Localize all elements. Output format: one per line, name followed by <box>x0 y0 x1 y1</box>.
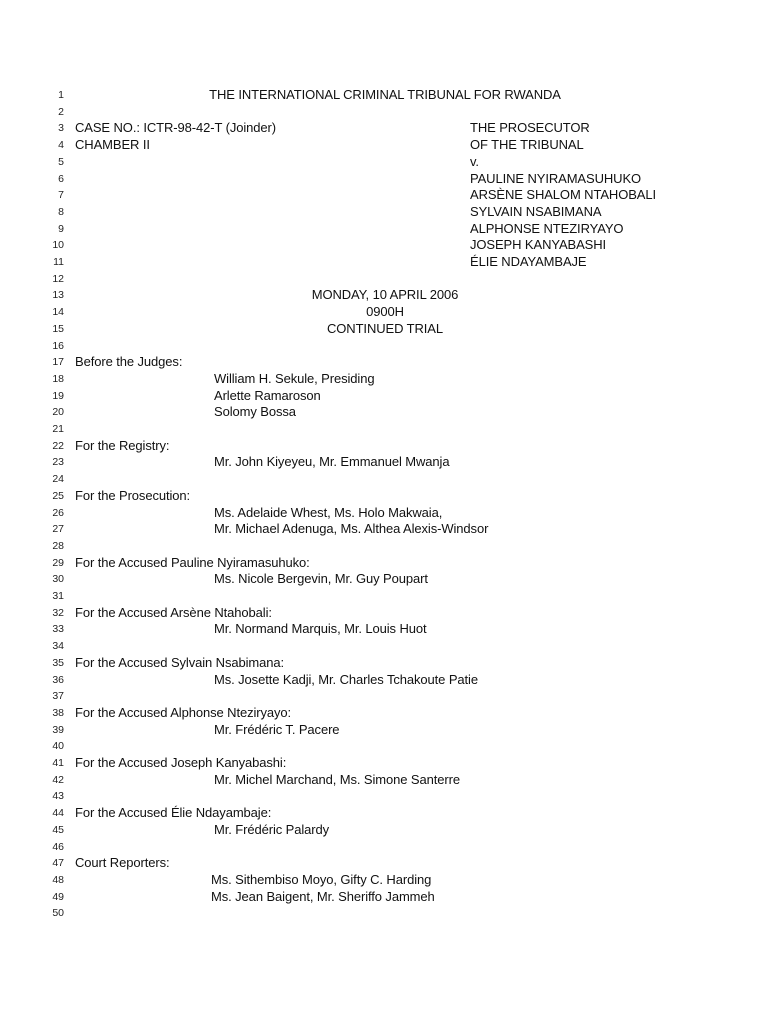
kanyabashi-defence-heading: For the Accused Joseph Kanyabashi: <box>75 755 287 770</box>
line-number: 12 <box>52 272 64 285</box>
reporters-heading: Court Reporters: <box>75 855 170 871</box>
accused-name: JOSEPH KANYABASHI <box>470 237 607 253</box>
transcript-line-1 <box>0 87 770 104</box>
nteziryayo-defence-heading: For the Accused Alphonse Nteziryayo: <box>75 704 292 720</box>
chamber-label: CHAMBER II <box>75 137 150 153</box>
line-number: 43 <box>52 790 64 803</box>
transcript-line-14 <box>0 304 770 321</box>
line-number: 5 <box>58 155 64 168</box>
line-number: 46 <box>52 840 64 853</box>
transcript-line-42 <box>0 772 770 789</box>
judges-heading: Before the Judges: <box>75 354 183 370</box>
judge-name: Arlette Ramaroson <box>214 387 321 403</box>
line-number: 3 <box>58 122 64 135</box>
accused-name: ÉLIE NDAYAMBAJE <box>470 254 587 269</box>
line-number: 27 <box>52 523 64 536</box>
line-number: 33 <box>52 623 64 636</box>
accused-name: ALPHONSE NTEZIRYAYO <box>470 220 624 236</box>
ndayambaje-defence-heading: For the Accused Élie Ndayambaje: <box>75 805 272 821</box>
transcript-line-4 <box>0 137 770 154</box>
line-number: 7 <box>58 189 64 202</box>
line-number: 41 <box>52 757 64 769</box>
judge-name: William H. Sekule, Presiding <box>214 370 375 386</box>
line-number: 16 <box>52 339 64 352</box>
line-number: 10 <box>52 239 64 252</box>
transcript-line-37 <box>0 688 770 705</box>
line-number: 30 <box>52 573 64 586</box>
defence-names: Mr. Frédéric Palardy <box>214 821 330 837</box>
line-number: 49 <box>52 890 64 903</box>
line-number: 45 <box>52 823 64 836</box>
transcript-line-5 <box>0 154 770 171</box>
line-number: 34 <box>52 640 64 653</box>
transcript-line-33 <box>0 621 770 638</box>
transcript-line-48 <box>0 872 770 889</box>
session-time: 0900H <box>366 304 404 320</box>
line-number: 9 <box>58 222 64 235</box>
transcript-line-8 <box>0 204 770 221</box>
tribunal-title: THE INTERNATIONAL CRIMINAL TRIBUNAL FOR RWANDA <box>209 87 561 102</box>
accused-name: PAULINE NYIRAMASUHUKO <box>470 170 642 186</box>
transcript-line-40 <box>0 738 770 755</box>
transcript-line-18 <box>0 371 770 388</box>
transcript-line-2 <box>0 104 770 121</box>
defence-names: Mr. Frédéric T. Pacere <box>214 721 340 737</box>
transcript-line-17 <box>0 354 770 371</box>
judge-name: Solomy Bossa <box>214 404 296 420</box>
transcript-line-11 <box>0 254 770 271</box>
transcript-line-34 <box>0 638 770 655</box>
prosecution-heading: For the Prosecution: <box>75 487 191 503</box>
case-number: CASE NO.: ICTR-98-42-T (Joinder) <box>75 120 276 136</box>
line-number: 11 <box>53 256 64 268</box>
line-number: 44 <box>52 807 64 820</box>
line-number: 20 <box>52 406 64 419</box>
defence-names: Mr. Normand Marquis, Mr. Louis Huot <box>214 621 427 637</box>
transcript-line-19 <box>0 388 770 405</box>
transcript-line-47 <box>0 855 770 872</box>
transcript-line-15 <box>0 321 770 338</box>
transcript-line-23 <box>0 454 770 471</box>
transcript-line-30 <box>0 571 770 588</box>
transcript-line-29 <box>0 555 770 572</box>
line-number: 38 <box>52 706 64 719</box>
line-number: 40 <box>52 740 64 753</box>
defence-names: Ms. Josette Kadji, Mr. Charles Tchakoute Patie <box>214 671 478 687</box>
session-date: MONDAY, 10 APRIL 2006 <box>311 287 459 303</box>
transcript-line-22 <box>0 438 770 455</box>
transcript-line-46 <box>0 839 770 856</box>
line-number: 36 <box>52 673 64 686</box>
line-number: 24 <box>52 473 64 486</box>
line-number: 37 <box>52 690 64 703</box>
registry-names: Mr. John Kiyeyeu, Mr. Emmanuel Mwanja <box>214 454 450 470</box>
line-number: 48 <box>52 873 64 886</box>
transcript-line-3 <box>0 120 770 137</box>
reporter-names: Ms. Sithembiso Moyo, Gifty C. Harding <box>211 871 432 887</box>
transcript-line-41 <box>0 755 770 772</box>
prosecutor-label: THE PROSECUTOR <box>470 120 590 136</box>
transcript-line-36 <box>0 672 770 689</box>
transcript-line-24 <box>0 471 770 488</box>
line-number: 8 <box>58 205 64 218</box>
line-number: 50 <box>52 907 64 920</box>
transcript-line-13 <box>0 287 770 304</box>
transcript-line-6 <box>0 171 770 188</box>
registry-heading: For the Registry: <box>75 437 170 453</box>
accused-name: ARSÈNE SHALOM NTAHOBALI <box>470 187 657 203</box>
transcript-line-38 <box>0 705 770 722</box>
line-number: 6 <box>58 172 64 185</box>
line-number: 14 <box>52 306 64 319</box>
transcript-line-26 <box>0 505 770 522</box>
line-number: 2 <box>58 105 64 118</box>
line-number: 29 <box>52 556 64 569</box>
line-number: 23 <box>52 456 64 469</box>
line-number: 18 <box>52 372 64 385</box>
transcript-line-28 <box>0 538 770 555</box>
line-number: 31 <box>52 590 64 602</box>
transcript-line-32 <box>0 605 770 622</box>
line-number: 28 <box>52 539 64 552</box>
reporter-names: Ms. Jean Baigent, Mr. Sheriffo Jammeh <box>211 888 435 904</box>
line-number: 4 <box>58 139 64 152</box>
defence-names: Mr. Michel Marchand, Ms. Simone Santerre <box>214 771 460 787</box>
nsabimana-defence-heading: For the Accused Sylvain Nsabimana: <box>75 654 285 670</box>
transcript-line-49 <box>0 889 770 906</box>
line-number: 22 <box>52 439 64 452</box>
transcript-line-25 <box>0 488 770 505</box>
accused-name: SYLVAIN NSABIMANA <box>470 203 602 219</box>
transcript-line-43 <box>0 788 770 805</box>
line-number: 26 <box>52 506 64 519</box>
transcript-line-35 <box>0 655 770 672</box>
prosecution-names: Ms. Adelaide Whest, Ms. Holo Makwaia, <box>214 504 443 520</box>
transcript-line-10 <box>0 237 770 254</box>
transcript-line-45 <box>0 822 770 839</box>
line-number: 47 <box>52 857 64 870</box>
line-number: 21 <box>52 423 64 435</box>
transcript-line-9 <box>0 221 770 238</box>
transcript-line-16 <box>0 338 770 355</box>
line-number: 32 <box>52 606 64 619</box>
transcript-line-7 <box>0 187 770 204</box>
line-number: 17 <box>52 356 64 369</box>
transcript-line-12 <box>0 271 770 288</box>
prosecution-names: Mr. Michael Adenuga, Ms. Althea Alexis-Windsor <box>214 521 489 537</box>
ntahobali-defence-heading: For the Accused Arsène Ntahobali: <box>75 604 272 620</box>
line-number: 19 <box>52 389 64 402</box>
transcript-line-20 <box>0 404 770 421</box>
line-number: 25 <box>52 489 64 502</box>
line-number: 39 <box>52 723 64 736</box>
transcript-line-44 <box>0 805 770 822</box>
line-number: 35 <box>52 656 64 669</box>
session-type: CONTINUED TRIAL <box>327 320 443 336</box>
transcript-line-27 <box>0 521 770 538</box>
transcript-line-50 <box>0 905 770 922</box>
of-tribunal-label: OF THE TRIBUNAL <box>470 137 584 153</box>
versus-label: v. <box>470 153 479 169</box>
line-number: 13 <box>52 289 64 302</box>
transcript-line-39 <box>0 722 770 739</box>
nyiramasuhuko-defence-heading: For the Accused Pauline Nyiramasuhuko: <box>75 554 310 570</box>
defence-names: Ms. Nicole Bergevin, Mr. Guy Poupart <box>214 571 428 587</box>
line-number: 15 <box>52 322 64 335</box>
line-number: 42 <box>52 773 64 786</box>
transcript-line-31 <box>0 588 770 605</box>
transcript-line-21 <box>0 421 770 438</box>
line-number: 1 <box>58 89 64 101</box>
